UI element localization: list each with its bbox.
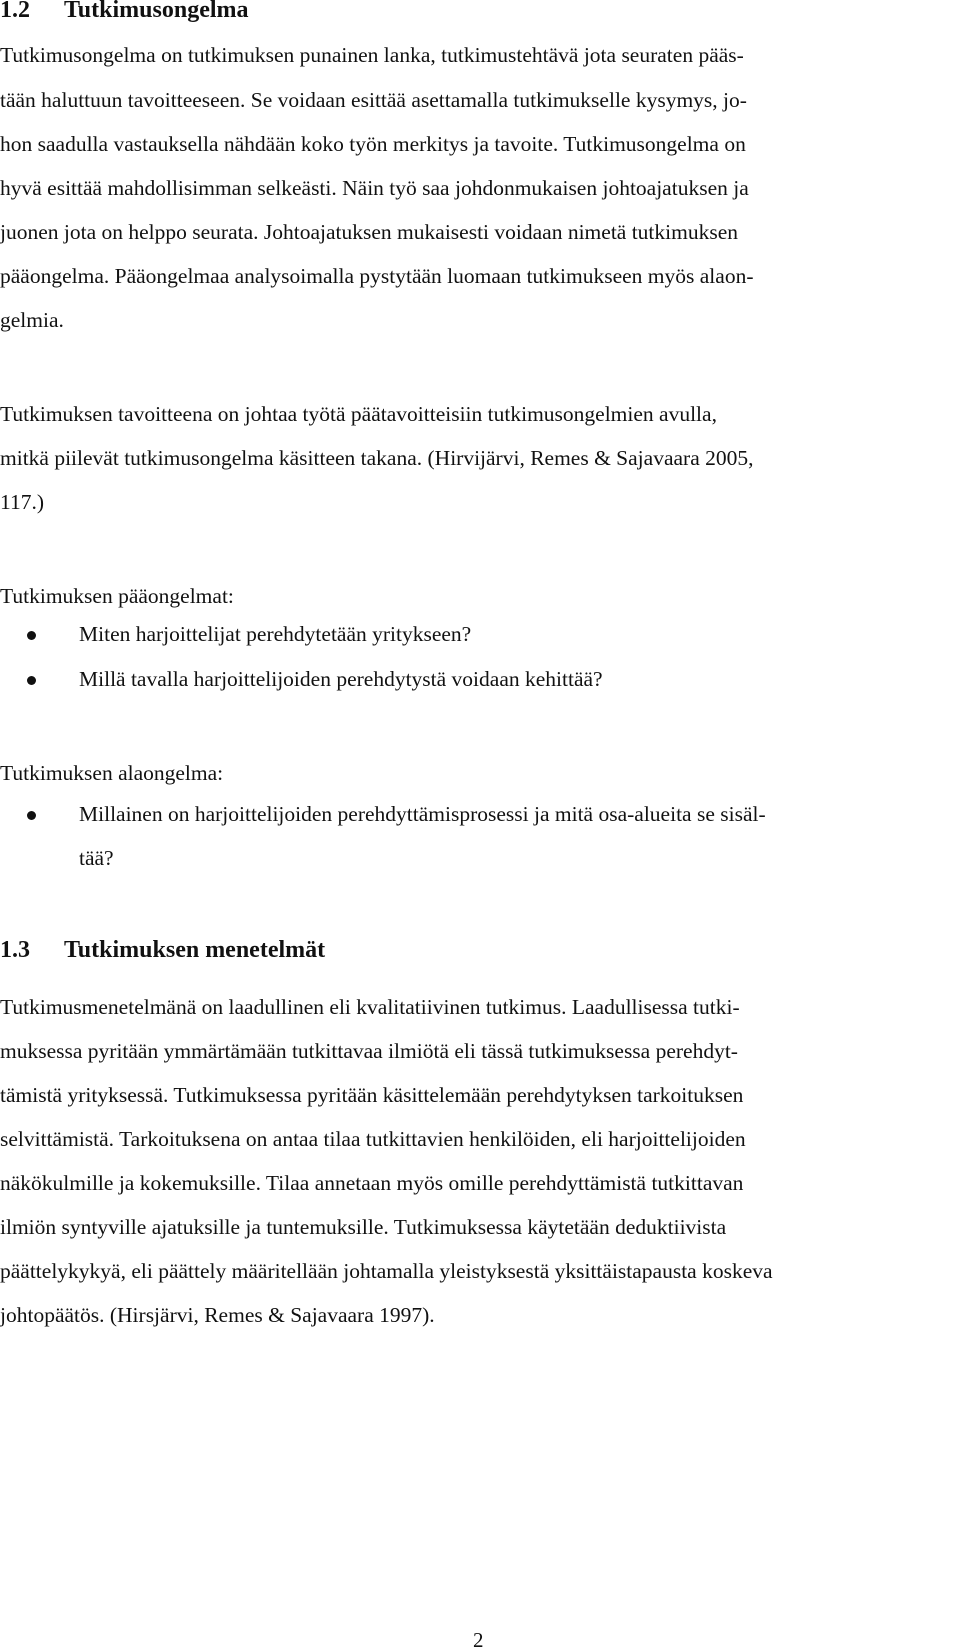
paragraph-line: ilmiön syntyville ajatuksille ja tuntemuksille. Tutkimuksessa käytetään deduktiivista	[0, 1215, 727, 1239]
section-title: Tutkimusongelma	[64, 0, 249, 23]
section-number: 1.2	[0, 0, 30, 23]
list-item: Millainen on harjoittelijoiden perehdyttämisprosessi ja mitä osa-alueita se sisäl-	[79, 802, 766, 826]
paragraph-line: päättelykykyä, eli päättely määritellään johtamalla yleistyksestä yksittäistapausta koskeva	[0, 1259, 773, 1283]
bullet-icon	[27, 676, 36, 685]
paragraph-line: Tutkimusongelma on tutkimuksen punainen lanka, tutkimustehtävä jota seuraten pääs-	[0, 43, 744, 67]
paragraph-line: tään haluttuun tavoitteeseen. Se voidaan esittää asettamalla tutkimukselle kysymys, jo-	[0, 88, 747, 112]
list-item: Millä tavalla harjoittelijoiden perehdytystä voidaan kehittää?	[79, 667, 603, 691]
bullet-icon	[27, 811, 36, 820]
sub-problem-label: Tutkimuksen alaongelma:	[0, 761, 224, 785]
paragraph-line: muksessa pyritään ymmärtämään tutkittavaa ilmiötä eli tässä tutkimuksessa perehdyt-	[0, 1039, 738, 1063]
paragraph-line: Tutkimusmenetelmänä on laadullinen eli kvalitatiivinen tutkimus. Laadullisessa tutki-	[0, 995, 740, 1019]
paragraph-line: Tutkimuksen tavoitteena on johtaa työtä päätavoitteisiin tutkimusongelmien avulla,	[0, 402, 717, 426]
paragraph-line: johtopäätös. (Hirsjärvi, Remes & Sajavaara 1997).	[0, 1303, 435, 1327]
paragraph-line: 117.)	[0, 490, 44, 514]
bullet-icon	[27, 631, 36, 640]
paragraph-line: hon saadulla vastauksella nähdään koko työn merkitys ja tavoite. Tutkimusongelma on	[0, 132, 746, 156]
paragraph-line: gelmia.	[0, 308, 64, 332]
paragraph-line: näkökulmille ja kokemuksille. Tilaa annetaan myös omille perehdyttämistä tutkittavan	[0, 1171, 744, 1195]
paragraph-line: pääongelma. Pääongelmaa analysoimalla pystytään luomaan tutkimukseen myös alaon-	[0, 264, 754, 288]
section-title: Tutkimuksen menetelmät	[64, 937, 326, 963]
list-item: Miten harjoittelijat perehdytetään yritykseen?	[79, 622, 472, 646]
paragraph-line: tämistä yrityksessä. Tutkimuksessa pyritään käsittelemään perehdytyksen tarkoituksen	[0, 1083, 744, 1107]
page-number: 2	[473, 1628, 484, 1652]
list-item-continuation: tää?	[79, 846, 114, 870]
paragraph-line: mitkä piilevät tutkimusongelma käsitteen takana. (Hirvijärvi, Remes & Sajavaara 2005,	[0, 446, 754, 470]
section-heading-1-3	[0, 936, 325, 964]
paragraph-line: juonen jota on helppo seurata. Johtoajatuksen mukaisesti voidaan nimetä tutkimuksen	[0, 220, 739, 244]
section-number: 1.3	[0, 937, 30, 963]
section-heading-1-2	[0, 0, 249, 24]
paragraph-line: hyvä esittää mahdollisimman selkeästi. Näin työ saa johdonmukaisen johtoajatuksen ja	[0, 176, 749, 200]
main-problems-label: Tutkimuksen pääongelmat:	[0, 584, 234, 608]
paragraph-line: selvittämistä. Tarkoituksena on antaa tilaa tutkittavien henkilöiden, eli harjoittelijoiden	[0, 1127, 746, 1151]
